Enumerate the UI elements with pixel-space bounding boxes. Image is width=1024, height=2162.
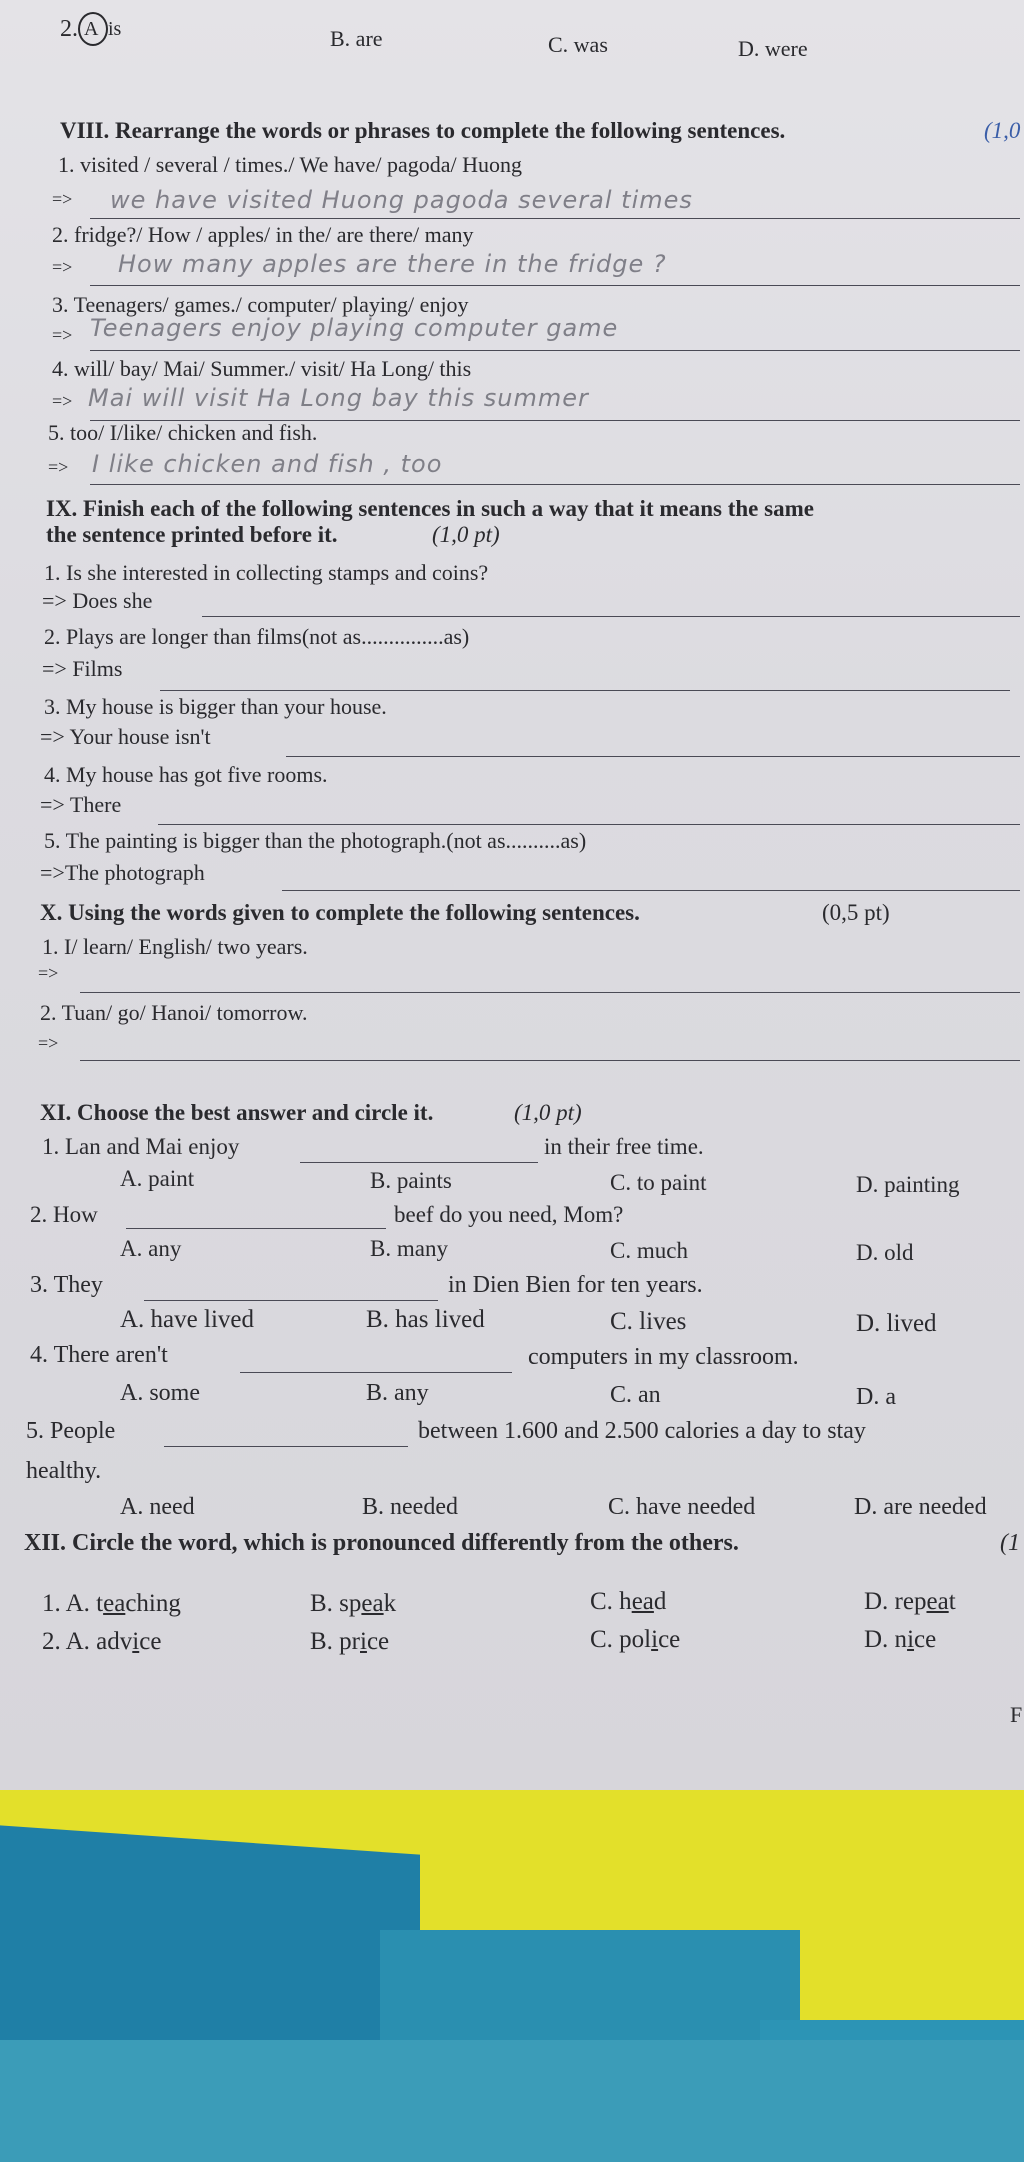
s11-q1-option-d[interactable]: D. painting: [856, 1172, 960, 1197]
s8-answer-line-5[interactable]: [90, 484, 1020, 485]
s9-a3: => Your house isn't: [40, 724, 211, 749]
s8-arrow-2: =>: [52, 257, 73, 277]
s11-q3-start: 3. They: [30, 1272, 103, 1298]
s11-q1-option-b[interactable]: B. paints: [370, 1168, 452, 1193]
s9-a5: =>The photograph: [40, 860, 205, 885]
s12-q1-option-a[interactable]: 1. A. teaching: [42, 1590, 181, 1617]
s11-q3-end: in Dien Bien for ten years.: [448, 1272, 703, 1298]
page-mark: F: [1010, 1702, 1023, 1727]
s11-q3-option-c[interactable]: C. lives: [610, 1308, 687, 1335]
s10-answer-line-2[interactable]: [80, 1060, 1020, 1061]
s9-q2: 2. Plays are longer than films(not as...............as): [44, 624, 470, 649]
s8-q5: 5. too/ I/like/ chicken and fish.: [48, 420, 318, 445]
q2-option-c[interactable]: C. was: [548, 32, 608, 57]
s9-answer-line-1[interactable]: [202, 616, 1020, 617]
s12-q1-option-c[interactable]: C. head: [590, 1588, 667, 1615]
s8-answer-line-1[interactable]: [90, 218, 1020, 219]
s10-q2: 2. Tuan/ go/ Hanoi/ tomorrow.: [40, 1000, 308, 1025]
s11-q2-start: 2. How: [30, 1202, 98, 1227]
s11-q5-option-a[interactable]: A. need: [120, 1494, 195, 1520]
section-x-title: X. Using the words given to complete the following sentences.: [40, 900, 640, 925]
s12-q2-option-a[interactable]: 2. A. advice: [42, 1628, 162, 1655]
section-xi-points: (1,0 pt): [514, 1100, 582, 1125]
s11-q5-option-b[interactable]: B. needed: [362, 1494, 458, 1520]
s11-q2-blank[interactable]: [126, 1228, 386, 1229]
s11-q4-option-b[interactable]: B. any: [366, 1380, 429, 1406]
section-ix-points: (1,0 pt): [432, 522, 500, 547]
mat-blue-tile-4: [0, 2040, 1024, 2162]
s12-q1-option-b[interactable]: B. speak: [310, 1590, 397, 1617]
s9-answer-line-5[interactable]: [282, 890, 1020, 891]
s8-answer-5: I like chicken and fish , too: [92, 450, 443, 478]
s8-answer-2: How many apples are there in the fridge ?: [118, 250, 667, 278]
s11-q3-option-b[interactable]: B. has lived: [366, 1306, 485, 1333]
section-viii-points: (1,0: [984, 118, 1021, 143]
section-xii-title: XII. Circle the word, which is pronounced differently from the others.: [24, 1530, 739, 1556]
s10-q1: 1. I/ learn/ English/ two years.: [42, 934, 308, 959]
s11-q4-option-d[interactable]: D. a: [856, 1384, 896, 1410]
s11-q5-end: between 1.600 and 2.500 calories a day to stay: [418, 1418, 866, 1444]
section-xii-points: (1: [1000, 1530, 1020, 1556]
s9-q3: 3. My house is bigger than your house.: [44, 694, 387, 719]
s11-q1-end: in their free time.: [544, 1134, 704, 1159]
s10-answer-line-1[interactable]: [80, 992, 1020, 993]
s8-q3: 3. Teenagers/ games./ computer/ playing/ enjoy: [52, 292, 469, 317]
s11-q4-start: 4. There aren't: [30, 1342, 168, 1368]
section-xi-title: XI. Choose the best answer and circle it.: [40, 1100, 434, 1125]
q2-option-a-text: is: [108, 18, 122, 40]
s11-q4-option-c[interactable]: C. an: [610, 1382, 661, 1408]
s9-a1: => Does she: [42, 588, 153, 613]
s11-q5-option-d[interactable]: D. are needed: [854, 1494, 987, 1520]
s9-a4: => There: [40, 792, 122, 817]
s11-q1-blank[interactable]: [300, 1162, 538, 1163]
s11-q5-end-2: healthy.: [26, 1458, 102, 1484]
s10-a2: =>: [38, 1033, 59, 1053]
s8-answer-1: we have visited Huong pagoda several times: [110, 186, 693, 214]
section-ix-title-line2: the sentence printed before it.: [46, 522, 338, 547]
s9-q4: 4. My house has got five rooms.: [44, 762, 328, 787]
s11-q2-option-a[interactable]: A. any: [120, 1236, 182, 1261]
s11-q2-option-b[interactable]: B. many: [370, 1236, 448, 1261]
s9-q1: 1. Is she interested in collecting stamps and coins?: [44, 560, 489, 585]
s11-q5-blank[interactable]: [164, 1446, 408, 1447]
s10-a1: =>: [38, 963, 59, 983]
s11-q1-start: 1. Lan and Mai enjoy: [42, 1134, 240, 1159]
s8-answer-4: Mai will visit Ha Long bay this summer: [88, 384, 589, 412]
s11-q3-option-d[interactable]: D. lived: [856, 1310, 937, 1337]
s8-answer-line-2[interactable]: [90, 285, 1020, 286]
s11-q2-end: beef do you need, Mom?: [394, 1202, 624, 1227]
s11-q3-option-a[interactable]: A. have lived: [120, 1306, 254, 1333]
s8-arrow-4: =>: [52, 391, 73, 411]
s9-a2: => Films: [42, 656, 123, 681]
s11-q1-option-c[interactable]: C. to paint: [610, 1170, 707, 1195]
s9-q5: 5. The painting is bigger than the photograph.(not as..........as): [44, 828, 587, 853]
q2-option-b[interactable]: B. are: [330, 26, 383, 51]
s8-q1: 1. visited / several / times./ We have/ pagoda/ Huong: [58, 152, 522, 177]
s12-q2-option-d[interactable]: D. nice: [864, 1626, 937, 1653]
s11-q5-option-c[interactable]: C. have needed: [608, 1494, 756, 1520]
q2-option-a-letter[interactable]: A: [84, 18, 99, 40]
s11-q4-blank[interactable]: [240, 1372, 512, 1373]
s12-q2-option-b[interactable]: B. price: [310, 1628, 390, 1655]
s8-arrow-5: =>: [48, 457, 69, 477]
background-play-mat: [0, 1790, 1024, 2162]
s12-q1-option-d[interactable]: D. repeat: [864, 1588, 956, 1615]
s11-q4-option-a[interactable]: A. some: [120, 1380, 200, 1406]
s8-answer-3: Teenagers enjoy playing computer game: [90, 314, 619, 342]
s9-answer-line-4[interactable]: [158, 824, 1020, 825]
s11-q5-start: 5. People: [26, 1418, 116, 1444]
s11-q1-option-a[interactable]: A. paint: [120, 1166, 195, 1191]
s9-answer-line-2[interactable]: [160, 690, 1010, 691]
s8-arrow-3: =>: [52, 325, 73, 345]
s8-q2: 2. fridge?/ How / apples/ in the/ are there/ many: [52, 222, 474, 247]
q2-option-d[interactable]: D. were: [738, 36, 808, 61]
s12-q2-option-c[interactable]: C. police: [590, 1626, 681, 1653]
section-ix-title-line1: IX. Finish each of the following sentences in such a way that it means the same: [46, 496, 814, 521]
s11-q3-blank[interactable]: [144, 1300, 438, 1301]
s8-answer-line-3[interactable]: [90, 350, 1020, 351]
q2-number: 2.: [60, 16, 78, 42]
section-x-points: (0,5 pt): [822, 900, 890, 925]
section-viii-title: VIII. Rearrange the words or phrases to complete the following sentences.: [60, 118, 786, 143]
s11-q4-end: computers in my classroom.: [528, 1344, 799, 1370]
s8-q4: 4. will/ bay/ Mai/ Summer./ visit/ Ha Long/ this: [52, 356, 472, 381]
s11-q2-option-d[interactable]: D. old: [856, 1240, 914, 1265]
s8-arrow-1: =>: [52, 189, 73, 209]
s9-answer-line-3[interactable]: [286, 756, 1020, 757]
s11-q2-option-c[interactable]: C. much: [610, 1238, 688, 1263]
